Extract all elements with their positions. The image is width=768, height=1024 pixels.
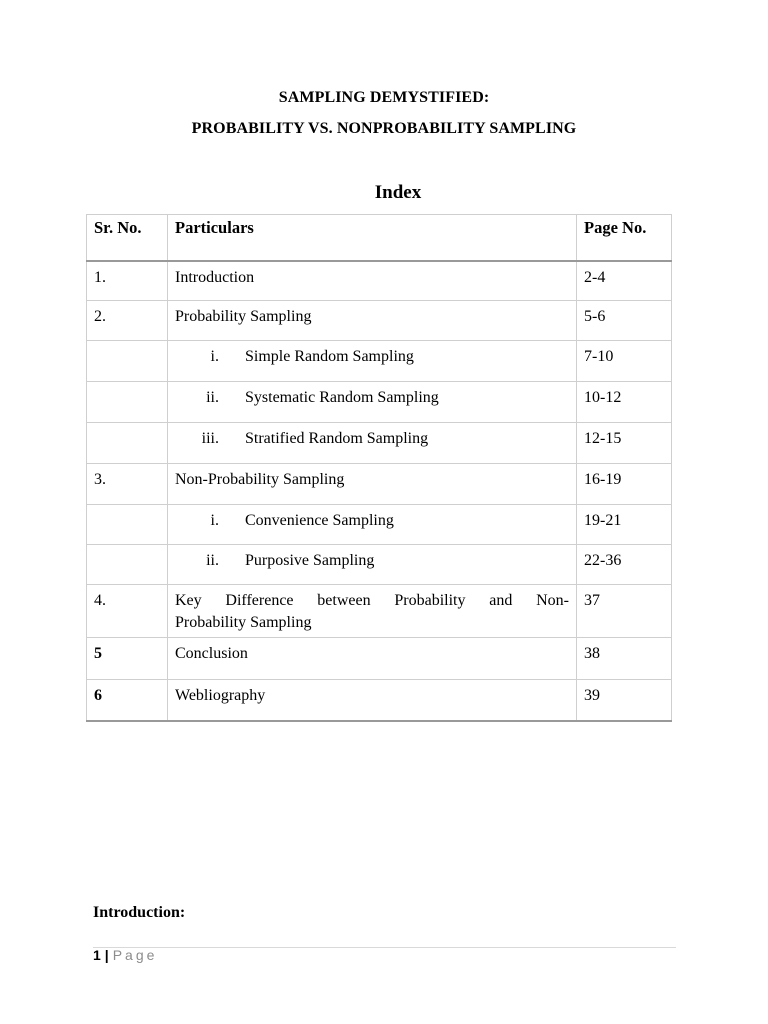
document-title-line2: PROBABILITY VS. NONPROBABILITY SAMPLING: [191, 120, 577, 137]
row-roman-numeral: ii.: [206, 552, 219, 569]
table-row: [87, 638, 672, 680]
table-row: [87, 423, 672, 464]
footer-divider: [93, 947, 676, 948]
row-page: 5-6: [577, 301, 672, 341]
row-particular: [168, 545, 577, 585]
table-row: [87, 301, 672, 341]
table-row: [87, 261, 672, 301]
document-title-line1: SAMPLING DEMYSTIFIED:: [278, 89, 490, 106]
footer-page-word: Page: [112, 947, 158, 963]
row-page: 39: [577, 680, 672, 721]
row-particular-line2: Probability Sampling: [175, 614, 312, 631]
row-particular-text: Systematic Random Sampling: [245, 389, 439, 406]
table-row: [87, 505, 672, 545]
row-particular-text: Convenience Sampling: [245, 512, 394, 529]
table-row: [87, 585, 672, 638]
row-particular: [168, 505, 577, 545]
row-sr: [87, 341, 168, 382]
table-row: [87, 341, 672, 382]
row-particular: [168, 341, 577, 382]
row-roman-numeral: i.: [210, 348, 219, 365]
index-heading: Index: [374, 182, 422, 203]
row-roman-numeral: ii.: [206, 389, 219, 406]
row-sr: 4.: [87, 585, 168, 638]
row-sr: [87, 505, 168, 545]
table-row: [87, 680, 672, 721]
index-table: [86, 214, 672, 722]
row-page: 10-12: [577, 382, 672, 423]
row-particular: [168, 585, 577, 638]
row-particular-text: Purposive Sampling: [245, 552, 375, 569]
header-particulars: Particulars: [168, 215, 577, 261]
row-particular-line1: Key Difference between Probability and Non-: [175, 592, 569, 609]
table-header-row: [87, 215, 672, 261]
row-particular: Introduction: [168, 261, 577, 301]
table-row: [87, 382, 672, 423]
row-particular-text: Simple Random Sampling: [245, 348, 414, 365]
row-roman-numeral: i.: [210, 512, 219, 529]
row-particular: [168, 382, 577, 423]
footer-separator: |: [104, 947, 109, 963]
row-sr: [87, 382, 168, 423]
row-page: 37: [577, 585, 672, 638]
row-particular: Conclusion: [168, 638, 577, 680]
row-particular: [168, 423, 577, 464]
row-particular: Non-Probability Sampling: [168, 464, 577, 505]
section-heading-introduction: Introduction:: [93, 904, 186, 921]
row-sr: 2.: [87, 301, 168, 341]
row-sr: [87, 545, 168, 585]
row-sr: [87, 423, 168, 464]
footer-page-number: 1: [93, 947, 101, 963]
row-page: 2-4: [577, 261, 672, 301]
table-row: [87, 545, 672, 585]
header-sr-no: Sr. No.: [87, 215, 168, 261]
header-page-no: Page No.: [577, 215, 672, 261]
table-row: [87, 464, 672, 505]
row-page: 19-21: [577, 505, 672, 545]
row-page: 22-36: [577, 545, 672, 585]
row-page: 16-19: [577, 464, 672, 505]
row-particular: Probability Sampling: [168, 301, 577, 341]
row-particular: Webliography: [168, 680, 577, 721]
row-sr: 1.: [87, 261, 168, 301]
row-page: 7-10: [577, 341, 672, 382]
page-footer: [93, 947, 157, 963]
row-roman-numeral: iii.: [201, 430, 219, 447]
row-sr: 5: [87, 638, 168, 680]
row-sr: 3.: [87, 464, 168, 505]
row-page: 38: [577, 638, 672, 680]
row-page: 12-15: [577, 423, 672, 464]
row-particular-text: Stratified Random Sampling: [245, 430, 429, 447]
row-sr: 6: [87, 680, 168, 721]
